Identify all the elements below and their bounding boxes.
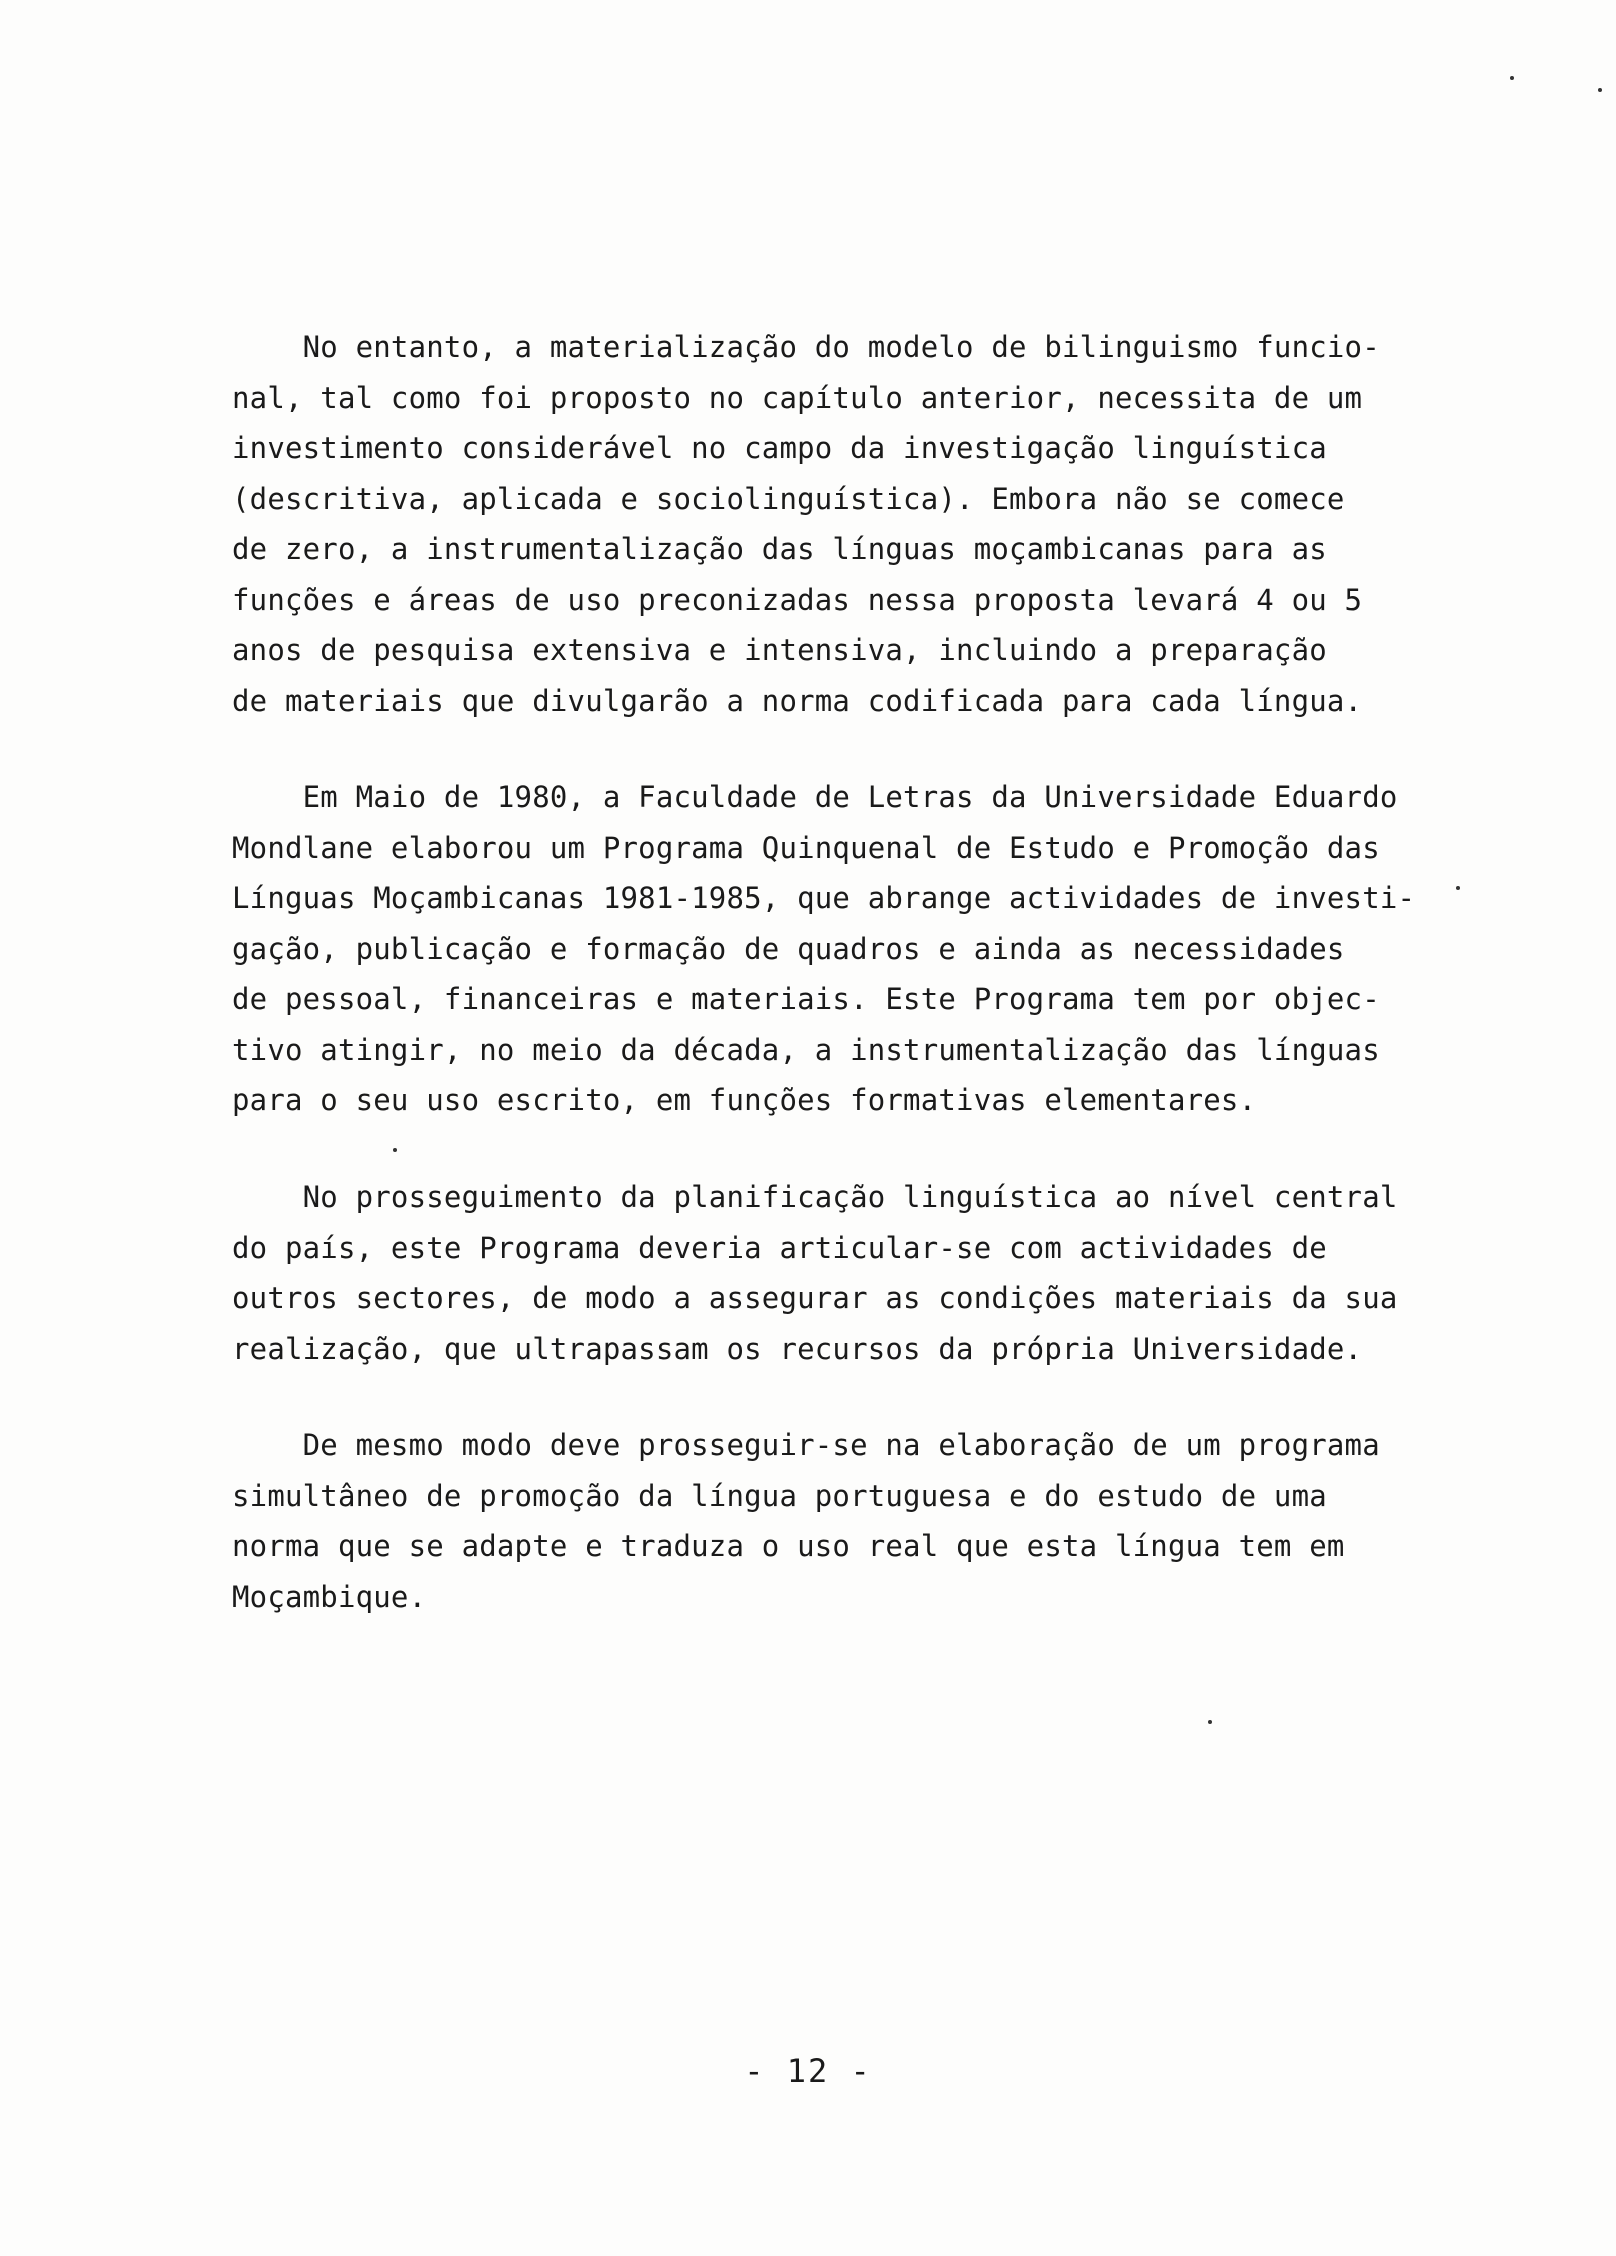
paragraph-line: funções e áreas de uso preconizadas nessa proposta levará 4 ou 5 xyxy=(232,582,1363,617)
paragraph-4 xyxy=(232,1420,1432,1622)
paragraph-line: do país, este Programa deveria articular-se com actividades de xyxy=(232,1230,1327,1265)
paragraph-line: Mondlane elaborou um Programa Quinquenal de Estudo e Promoção das xyxy=(232,830,1380,865)
paragraph-line: para o seu uso escrito, em funções formativas elementares. xyxy=(232,1083,1257,1117)
paragraph-line: (descritiva, aplicada e sociolinguística). Embora não se comece xyxy=(232,481,1345,516)
paragraph-line: Em Maio de 1980, a Faculdade de Letras da Universidade Eduardo xyxy=(232,780,1398,814)
paragraph-line: No prosseguimento da planificação linguística ao nível central xyxy=(232,1180,1398,1214)
paragraph-line: de materiais que divulgarão a norma codificada para cada língua. xyxy=(232,683,1363,718)
paragraph-line: De mesmo modo deve prosseguir-se na elaboração de um programa xyxy=(232,1428,1380,1462)
scan-speck xyxy=(1598,88,1602,92)
paragraph-line: Línguas Moçambicanas 1981-1985, que abrange actividades de investi- xyxy=(232,881,1416,915)
scan-speck xyxy=(1456,886,1460,890)
paragraph-line: de pessoal, financeiras e materiais. Este Programa tem por objec- xyxy=(232,982,1380,1016)
paragraph-line: realização, que ultrapassam os recursos da própria Universidade. xyxy=(232,1331,1363,1366)
paragraph-line: No entanto, a materialização do modelo de bilinguismo funcio- xyxy=(232,330,1380,364)
paragraph-line: de zero, a instrumentalização das línguas moçambicanas para as xyxy=(232,532,1327,566)
scan-speck xyxy=(393,1148,397,1152)
paragraph-line: anos de pesquisa extensiva e intensiva, incluindo a preparação xyxy=(232,633,1327,667)
paragraph-1 xyxy=(232,322,1432,726)
paragraph-2 xyxy=(232,772,1432,1126)
scan-speck xyxy=(1208,1720,1212,1724)
paragraph-line: tivo atingir, no meio da década, a instrumentalização das línguas xyxy=(232,1032,1380,1067)
paragraph-3 xyxy=(232,1172,1432,1374)
paragraph-line: gação, publicação e formação de quadros e ainda as necessidades xyxy=(232,931,1345,966)
paragraph-line: simultâneo de promoção da língua portuguesa e do estudo de uma xyxy=(232,1478,1327,1513)
paragraph-line: investimento considerável no campo da investigação linguística xyxy=(232,431,1327,465)
paragraph-line: nal, tal como foi proposto no capítulo anterior, necessita de um xyxy=(232,380,1363,415)
paragraph-line: Moçambique. xyxy=(232,1579,427,1614)
paragraph-line: outros sectores, de modo a assegurar as condições materiais da sua xyxy=(232,1281,1398,1315)
scan-speck xyxy=(1510,76,1514,80)
page-number: - 12 - xyxy=(744,2052,872,2090)
paragraph-line: norma que se adapte e traduza o uso real que esta língua tem em xyxy=(232,1529,1345,1563)
